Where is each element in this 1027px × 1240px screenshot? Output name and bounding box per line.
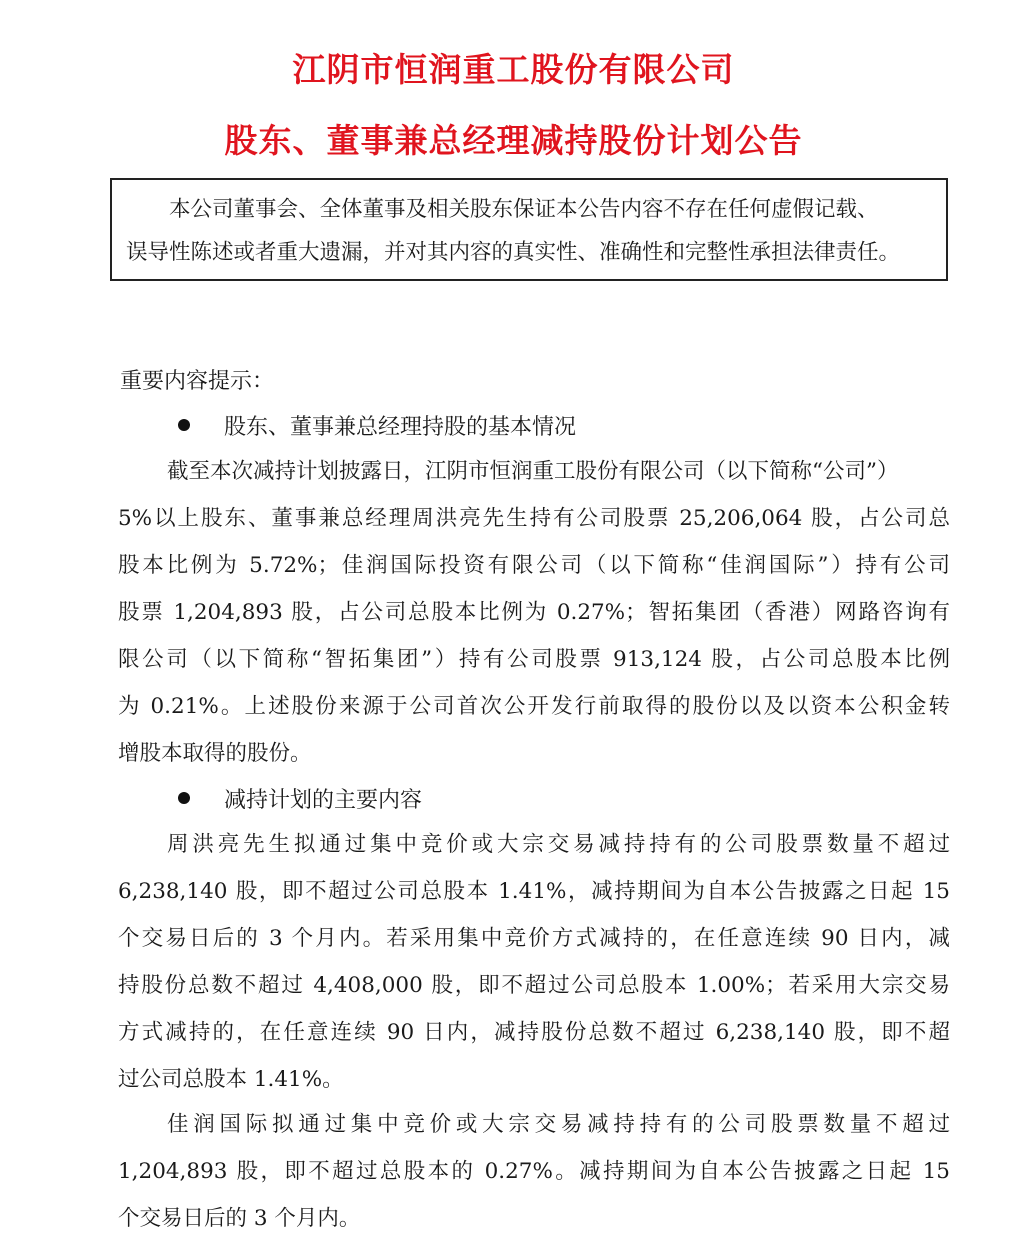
paragraph-line: 周洪亮先生拟通过集中竞价或大宗交易减持持有的公司股票数量不超过 bbox=[167, 832, 950, 857]
section-1-heading bbox=[178, 410, 576, 446]
bullet-icon bbox=[178, 419, 190, 431]
paragraph-line: 过公司总股本 1.41%。 bbox=[118, 1067, 344, 1092]
paragraph-line: 限公司（以下简称“智拓集团”）持有公司股票 913,124 股，占公司总股本比例 bbox=[118, 647, 950, 672]
bullet-icon bbox=[178, 792, 190, 804]
section-2-heading bbox=[178, 783, 422, 819]
paragraph-line: 个交易日后的 3 个月内。若采用集中竞价方式减持的，在任意连续 90 日内，减 bbox=[118, 926, 950, 951]
paragraph-line: 持股份总数不超过 4,408,000 股，即不超过公司总股本 1.00%；若采用大宗交易 bbox=[118, 973, 950, 998]
paragraph-line: 1,204,893 股，即不超过总股本的 0.27%。减持期间为自本公告披露之日起 15 bbox=[118, 1159, 950, 1184]
paragraph-line: 为 0.21%。上述股份来源于公司首次公开发行前取得的股份以及以资本公积金转 bbox=[118, 694, 950, 719]
paragraph-line: 股票 1,204,893 股，占公司总股本比例为 0.27%；智拓集团（香港）网路咨询有 bbox=[118, 600, 950, 625]
paragraph-line: 截至本次减持计划披露日，江阴市恒润重工股份有限公司（以下简称“公司”） bbox=[167, 459, 899, 484]
disclaimer-box bbox=[110, 178, 948, 281]
section-2-title: 减持计划的主要内容 bbox=[224, 788, 423, 813]
company-title: 江阴市恒润重工股份有限公司 bbox=[292, 50, 735, 89]
section-1-title: 股东、董事兼总经理持股的基本情况 bbox=[224, 415, 577, 440]
paragraph-line: 股本比例为 5.72%；佳润国际投资有限公司（以下简称“佳润国际”）持有公司 bbox=[118, 553, 950, 578]
paragraph-line: 个交易日后的 3 个月内。 bbox=[118, 1206, 361, 1231]
disclaimer-line-1: 本公司董事会、全体董事及相关股东保证本公告内容不存在任何虚假记载、 bbox=[169, 197, 879, 222]
paragraph-line: 方式减持的，在任意连续 90 日内，减持股份总数不超过 6,238,140 股，即不超 bbox=[118, 1020, 950, 1045]
paragraph-line: 6,238,140 股，即不超过公司总股本 1.41%，减持期间为自本公告披露之日起 15 bbox=[118, 879, 950, 904]
paragraph-line: 佳润国际拟通过集中竞价或大宗交易减持持有的公司股票数量不超过 bbox=[167, 1112, 950, 1137]
paragraph-line: 增股本取得的股份。 bbox=[118, 741, 312, 766]
announcement-title: 股东、董事兼总经理减持股份计划公告 bbox=[224, 121, 803, 160]
paragraph-line: 5%以上股东、董事兼总经理周洪亮先生持有公司股票 25,206,064 股，占公司总 bbox=[118, 506, 950, 531]
disclaimer-line-2: 误导性陈述或者重大遗漏，并对其内容的真实性、准确性和完整性承担法律责任。 bbox=[126, 240, 901, 265]
key-points-heading: 重要内容提示： bbox=[120, 369, 275, 394]
